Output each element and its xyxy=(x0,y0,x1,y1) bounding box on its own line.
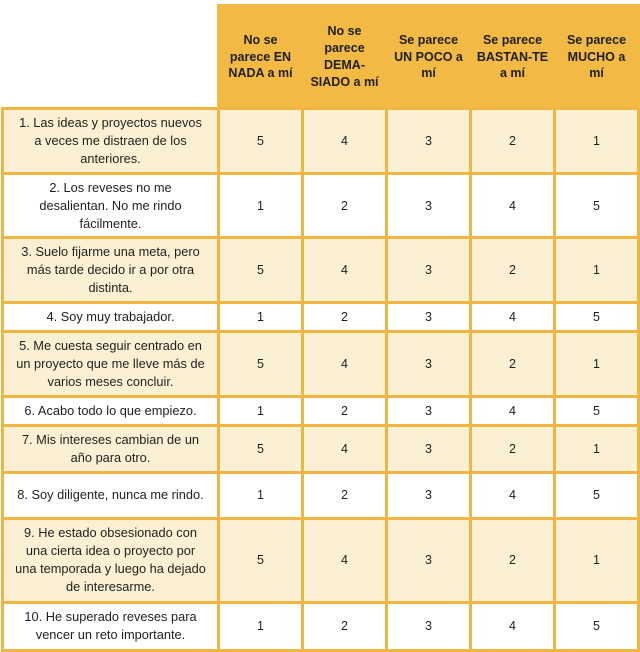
rating-cell: 1 xyxy=(555,425,639,472)
statement-cell: 5. Me cuesta seguir centrado en un proyecto que me lleve más de varios meses concluir. xyxy=(3,332,219,397)
rating-cell: 2 xyxy=(471,425,555,472)
rating-cell: 5 xyxy=(555,396,639,425)
rating-cell: 3 xyxy=(387,472,471,518)
rating-cell: 3 xyxy=(387,602,471,650)
rating-cell: 1 xyxy=(555,332,639,397)
table-row xyxy=(3,518,639,602)
table-row xyxy=(3,396,639,425)
column-header-un-poco: Se parece UN POCO a mí xyxy=(387,6,471,109)
rating-cell: 4 xyxy=(303,518,387,602)
rating-cell: 2 xyxy=(303,173,387,238)
rating-cell: 2 xyxy=(471,238,555,303)
column-header-mucho: Se parece MUCHO a mí xyxy=(555,6,639,109)
rating-cell: 5 xyxy=(555,472,639,518)
page xyxy=(0,4,640,642)
rating-cell: 3 xyxy=(387,238,471,303)
statement-cell: 9. He estado obsesionado con una cierta idea o proyecto por una temporada y luego ha dejado de interesarme. xyxy=(3,518,219,602)
rating-cell: 2 xyxy=(471,109,555,174)
rating-cell: 5 xyxy=(219,238,303,303)
rating-cell: 2 xyxy=(303,472,387,518)
rating-cell: 1 xyxy=(219,303,303,332)
rating-cell: 1 xyxy=(219,173,303,238)
rating-cell: 3 xyxy=(387,303,471,332)
table-row xyxy=(3,303,639,332)
statement-cell: 4. Soy muy trabajador. xyxy=(3,303,219,332)
column-header-bastante: Se parece BASTAN-TE a mí xyxy=(471,6,555,109)
questionnaire-table xyxy=(1,4,640,652)
rating-cell: 1 xyxy=(219,396,303,425)
statement-cell: 6. Acabo todo lo que empiezo. xyxy=(3,396,219,425)
rating-cell: 3 xyxy=(387,396,471,425)
rating-cell: 2 xyxy=(303,396,387,425)
corner-spacer xyxy=(3,6,219,109)
table-row xyxy=(3,109,639,174)
table-row xyxy=(3,332,639,397)
table-header xyxy=(3,6,639,109)
statement-cell: 7. Mis intereses cambian de un año para otro. xyxy=(3,425,219,472)
rating-cell: 2 xyxy=(471,332,555,397)
rating-cell: 3 xyxy=(387,109,471,174)
rating-cell: 3 xyxy=(387,518,471,602)
rating-cell: 4 xyxy=(303,109,387,174)
rating-cell: 1 xyxy=(555,238,639,303)
rating-cell: 2 xyxy=(303,303,387,332)
rating-cell: 3 xyxy=(387,425,471,472)
rating-cell: 4 xyxy=(471,173,555,238)
column-header-en-nada: No se parece EN NADA a mí xyxy=(219,6,303,109)
rating-cell: 5 xyxy=(219,425,303,472)
rating-cell: 2 xyxy=(471,518,555,602)
statement-cell: 1. Las ideas y proyectos nuevos a veces me distraen de los anteriores. xyxy=(3,109,219,174)
table-row xyxy=(3,425,639,472)
rating-cell: 1 xyxy=(219,602,303,650)
table-body xyxy=(3,109,639,651)
rating-cell: 1 xyxy=(555,109,639,174)
rating-cell: 5 xyxy=(555,602,639,650)
rating-cell: 1 xyxy=(219,472,303,518)
rating-cell: 4 xyxy=(471,602,555,650)
rating-cell: 5 xyxy=(219,332,303,397)
rating-cell: 4 xyxy=(303,425,387,472)
table-row xyxy=(3,602,639,650)
rating-cell: 5 xyxy=(555,303,639,332)
statement-cell: 2. Los reveses no me desalientan. No me rindo fácilmente. xyxy=(3,173,219,238)
rating-cell: 1 xyxy=(555,518,639,602)
rating-cell: 4 xyxy=(471,303,555,332)
rating-cell: 3 xyxy=(387,173,471,238)
rating-cell: 5 xyxy=(219,518,303,602)
rating-cell: 4 xyxy=(471,396,555,425)
statement-cell: 8. Soy diligente, nunca me rindo. xyxy=(3,472,219,518)
rating-cell: 4 xyxy=(471,472,555,518)
table-row xyxy=(3,472,639,518)
table-row xyxy=(3,238,639,303)
rating-cell: 3 xyxy=(387,332,471,397)
rating-cell: 5 xyxy=(555,173,639,238)
rating-cell: 4 xyxy=(303,238,387,303)
column-header-demasiado: No se parece DEMA-SIADO a mí xyxy=(303,6,387,109)
rating-cell: 4 xyxy=(303,332,387,397)
statement-cell: 3. Suelo fijarme una meta, pero más tarde decido ir a por otra distinta. xyxy=(3,238,219,303)
header-row xyxy=(3,6,639,109)
table-row xyxy=(3,173,639,238)
rating-cell: 2 xyxy=(303,602,387,650)
rating-cell: 5 xyxy=(219,109,303,174)
statement-cell: 10. He superado reveses para vencer un reto importante. xyxy=(3,602,219,650)
